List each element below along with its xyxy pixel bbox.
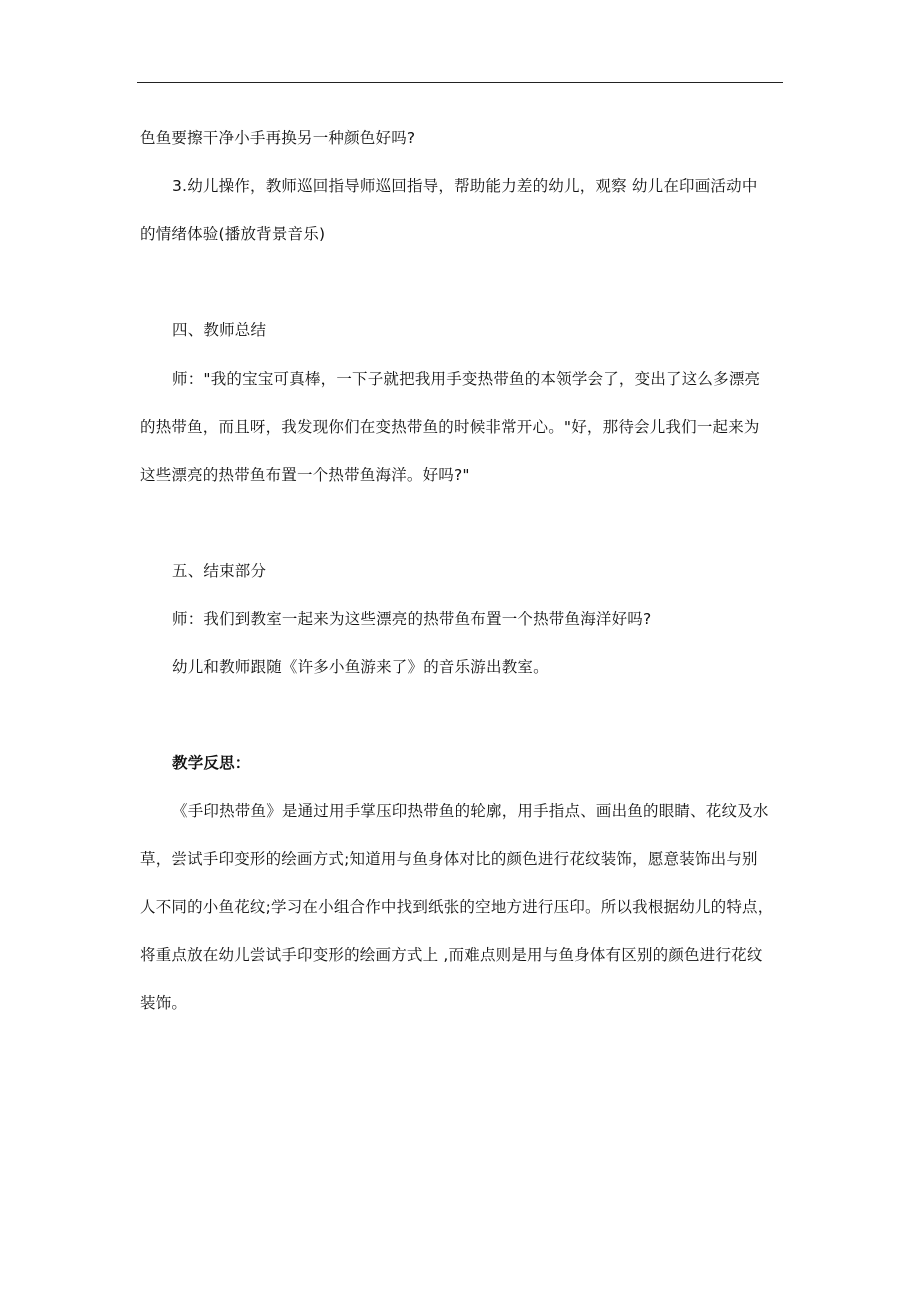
text-line-summary-1: 师："我的宝宝可真棒，一下子就把我用手变热带鱼的本领学会了，变出了这么多漂亮: [172, 370, 761, 388]
text-line-summary-2: 的热带鱼，而且呀，我发现你们在变热带鱼的时候非常开心。"好，那待会儿我们一起来为: [140, 418, 760, 436]
text-line-reflection-4: 将重点放在幼儿尝试手印变形的绘画方式上 ,而难点则是用与鱼身体有区别的颜色进行花纹: [140, 946, 763, 964]
text-line-reflection-5: 装饰。: [140, 994, 188, 1012]
header-rule: [137, 82, 783, 83]
text-line-reflection-2: 草，尝试手印变形的绘画方式;知道用与鱼身体对比的颜色进行花纹装饰，愿意装饰出与别: [140, 850, 758, 868]
section-heading-teacher-summary: 四、教师总结: [172, 321, 267, 339]
section-heading-ending: 五、结束部分: [172, 562, 267, 580]
text-line-reflection-1: 《手印热带鱼》是通过用手掌压印热带鱼的轮廓，用手指点、画出鱼的眼睛、花纹及水: [172, 802, 769, 820]
text-line-ending-2: 幼儿和教师跟随《许多小鱼游来了》的音乐游出教室。: [172, 658, 549, 676]
text-line-step-3: 3.幼儿操作，教师巡回指导师巡回指导，帮助能力差的幼儿，观察 幼儿在印画活动中: [172, 177, 758, 195]
text-line-reflection-3: 人不同的小鱼花纹;学习在小组合作中找到纸张的空地方进行压印。所以我根据幼儿的特点，: [140, 898, 774, 916]
text-line-summary-3: 这些漂亮的热带鱼布置一个热带鱼海洋。好吗?": [140, 466, 470, 484]
section-heading-reflection: 教学反思：: [172, 754, 251, 772]
text-line-continuation: 色鱼要擦干净小手再换另一种颜色好吗?: [140, 129, 416, 147]
text-line-step-3-cont: 的情绪体验(播放背景音乐): [140, 225, 326, 243]
text-line-ending-1: 师：我们到教室一起来为这些漂亮的热带鱼布置一个热带鱼海洋好吗?: [172, 610, 652, 628]
